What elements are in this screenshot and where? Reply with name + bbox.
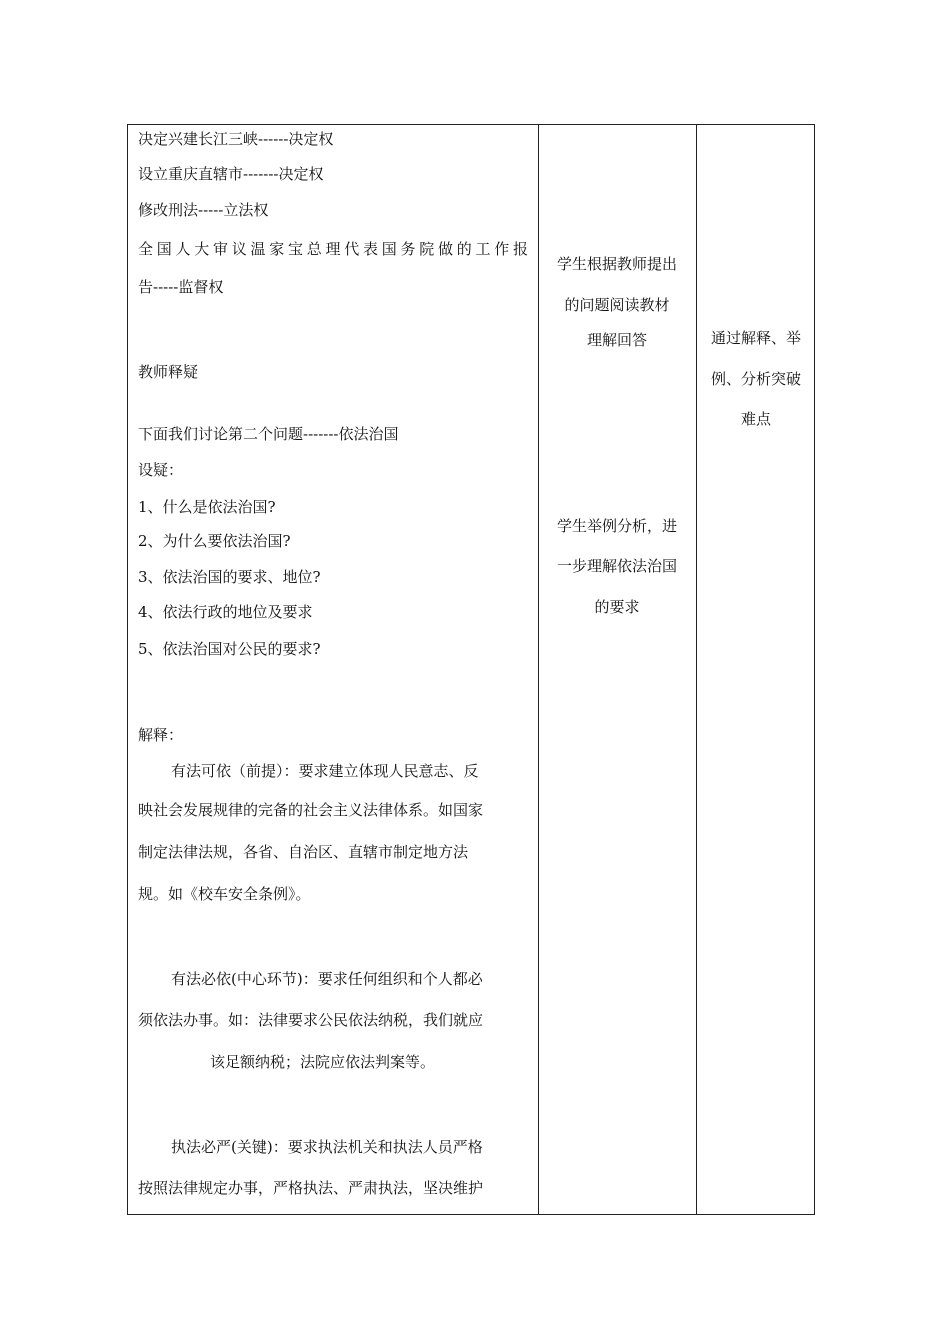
text-line: 执法必严(关键)：要求执法机关和执法人员严格	[171, 1138, 483, 1156]
section-heading: 解释：	[138, 726, 184, 744]
question-item: 1、什么是依法治国?	[138, 498, 276, 516]
lesson-table	[127, 124, 815, 1215]
text-line: 通过解释、举	[710, 329, 801, 347]
text-line: 学生举例分析，进	[556, 517, 677, 535]
text-line: 规。如《校车安全条例》。	[138, 885, 311, 903]
column-divider	[696, 125, 697, 1214]
question-item: 5、依法治国对公民的要求?	[138, 640, 321, 658]
text-line: 修改刑法-----立法权	[138, 201, 269, 219]
text-line: 该足额纳税；法院应依法判案等。	[210, 1053, 436, 1071]
text-line: 下面我们讨论第二个问题-------依法治国	[138, 425, 399, 443]
text-line: 一步理解依法治国	[556, 557, 677, 575]
text-line: 全国人大审议温家宝总理代表国务院做的工作报	[138, 240, 528, 258]
text-line: 难点	[740, 410, 771, 428]
text-line: 有法必依(中心环节)：要求任何组织和个人都必	[171, 970, 483, 988]
text-line: 须依法办事。如：法律要求公民依法纳税，我们就应	[138, 1011, 484, 1029]
column-divider	[538, 125, 539, 1214]
text-line: 的问题阅读教材	[564, 296, 670, 314]
text-line: 设疑：	[138, 461, 184, 479]
text-line: 学生根据教师提出	[556, 255, 677, 273]
text-line: 告-----监督权	[138, 278, 224, 296]
section-heading: 教师释疑	[138, 363, 199, 381]
text-line: 例、分析突破	[710, 370, 801, 388]
question-item: 3、依法治国的要求、地位?	[138, 568, 321, 586]
text-line: 有法可依（前提）：要求建立体现人民意志、反	[171, 762, 479, 780]
question-item: 4、依法行政的地位及要求	[138, 603, 313, 621]
text-line: 设立重庆直辖市-------决定权	[138, 165, 324, 183]
text-line: 的要求	[594, 598, 640, 616]
text-line: 理解回答	[586, 331, 647, 349]
question-item: 2、为什么要依法治国?	[138, 532, 291, 550]
text-line: 映社会发展规律的完备的社会主义法律体系。如国家	[138, 801, 484, 819]
text-line: 决定兴建长江三峡------决定权	[138, 130, 334, 148]
text-line: 按照法律规定办事，严格执法、严肃执法，坚决维护	[138, 1179, 484, 1197]
text-line: 制定法律法规，各省、自治区、直辖市制定地方法	[138, 843, 469, 861]
